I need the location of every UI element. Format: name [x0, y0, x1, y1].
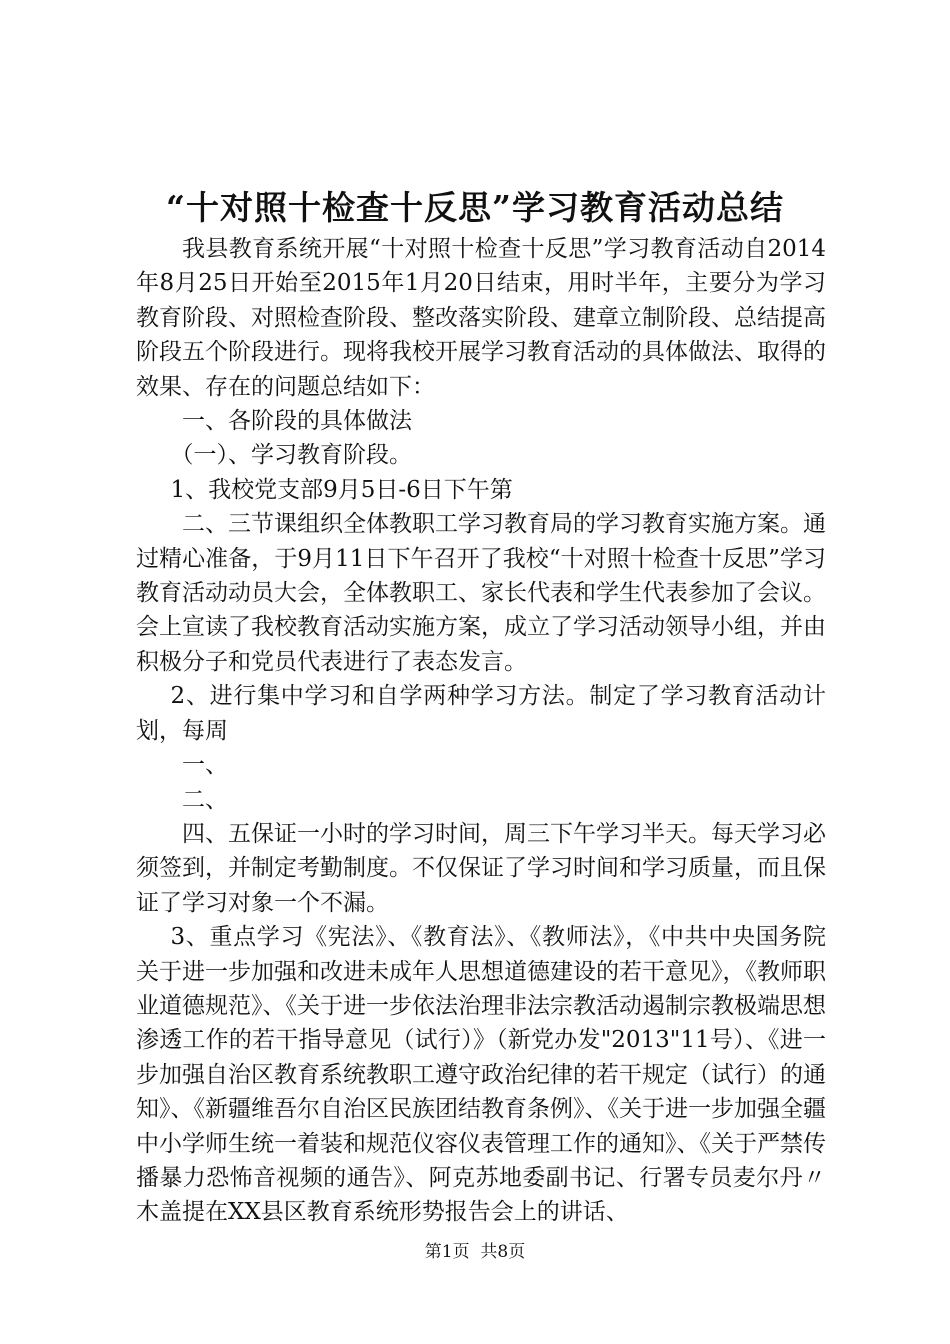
body-paragraph: 一、各阶段的具体做法 [182, 408, 412, 435]
body-paragraph: 2、进行集中学习和自学两种学习方法。制定了学习教育活动计划，每周 [136, 683, 826, 744]
document-body [136, 232, 826, 1230]
body-paragraph: 我县教育系统开展“十对照十检查十反思”学习教育活动自2014年8月25日开始至2015年1月20日结束，用时半年，主要分为学习教育阶段、对照检查阶段、整改落实阶段、建章立制阶段、总结提高阶段五个阶段进行。现将我校开展学习教育活动的具体做法、取得的效果、存在的问题总结如下： [136, 236, 826, 400]
page-total: 共8页 [480, 1242, 526, 1262]
document-title: “十对照十检查十反思”学习教育活动总结 [166, 188, 784, 227]
body-paragraph: 二、三节课组织全体教职工学习教育局的学习教育实施方案。通过精心准备，于9月11日下午召开了我校“十对照十检查十反思”学习教育活动动员大会，全体教职工、家长代表和学生代表参加了会议。会上宣读了我校教育活动实施方案，成立了学习活动领导小组，并由积极分子和党员代表进行了表态发言。 [136, 511, 826, 675]
body-paragraph: 一、 [182, 752, 228, 779]
page-footer [0, 1240, 950, 1264]
page-number: 第1页 [424, 1242, 470, 1262]
body-paragraph: 二、 [182, 786, 228, 813]
body-paragraph: 四、五保证一小时的学习时间，周三下午学习半天。每天学习必须签到，并制定考勤制度。不仅保证了学习时间和学习质量，而且保证了学习对象一个不漏。 [136, 820, 826, 916]
body-paragraph: （一）、学习教育阶段。 [170, 442, 412, 469]
footer-separator [470, 1242, 481, 1262]
body-paragraph: 3、重点学习《宪法》、《教育法》、《教师法》，《中共中央国务院关于进一步加强和改进未成年人思想道德建设的若干意见》，《教师职业道德规范》、《关于进一步依法治理非法宗教活动遏制宗教极端思想渗透工作的若干指导意见（试行）》（新党办发"2013"11号）、《进一步加强自治区教育系统教职工遵守政治纪律的若干规定（试行）的通知》、《新疆维吾尔自治区民族团结教育条例》、《关于进一步加强全疆中小学师生统一着装和规范仪容仪表管理工作的通知》、《关于严禁传播暴力恐怖音视频的通告》、阿克苏地委副书记、行署专员麦尔丹〃木盖提在XX县区教育系统形势报告会上的讲话、 [136, 924, 826, 1226]
body-paragraph: 1、我校党支部9月5日-6日下午第 [170, 476, 513, 503]
